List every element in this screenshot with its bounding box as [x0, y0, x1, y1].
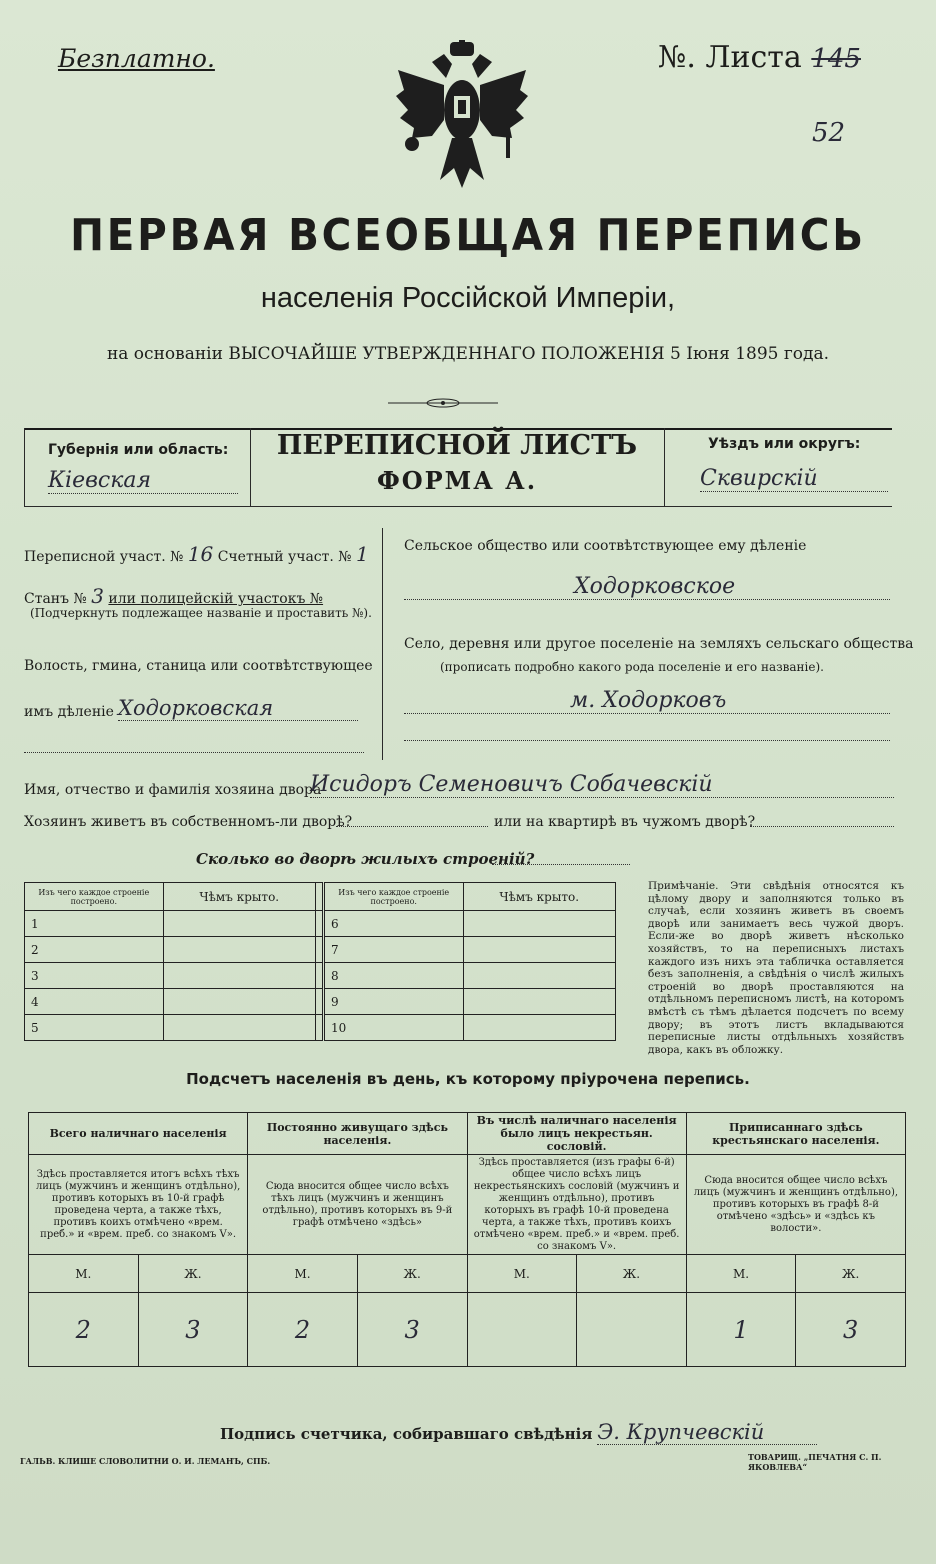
village-note: (прописать подробно какого рода поселеніе и его названіе). [440, 660, 824, 674]
underline-note: (Подчеркнуть подлежащее названіе и проставить №). [30, 606, 372, 620]
schet-value: 1 [356, 542, 369, 566]
footer-right: ТОВАРИЩ. „ПЕЧАТНЯ С. П. ЯКОВЛЕВА“ [748, 1452, 882, 1472]
table-row: 2 7 [25, 937, 616, 963]
volost-value: Ходорковская [118, 696, 358, 721]
buildings-col-material: Изъ чего каждое строеніе построено. [25, 883, 164, 911]
count-header-nonpeasant: Въ числѣ наличнаго населенія было лицъ некрестьян. сословій. [467, 1113, 686, 1155]
buildings-col-material-2: Изъ чего каждое строеніе построено. [323, 883, 463, 911]
count-desc-resident: Сюда вносится общее число всѣхъ тѣхъ лицъ (мужчинъ и женщинъ отдѣльно), противъ которыхъ въ 9-й графѣ отмѣчено «здѣсь» [248, 1155, 467, 1255]
village-extra-line [404, 740, 890, 742]
band-left-rule [24, 428, 25, 506]
owner-lives-alt: или на квартирѣ въ чужомъ дворѣ? [494, 814, 756, 830]
location-divider [382, 528, 383, 760]
stan-value: 3 [91, 584, 104, 608]
free-label: Безплатно. [58, 44, 215, 73]
volost-label-2: имъ дѣленіе [24, 704, 114, 720]
col-zh: Ж. [577, 1255, 687, 1293]
archive-mark: 52 [812, 118, 846, 148]
population-count-table [28, 1112, 906, 1367]
form-subtitle: ФОРМА А. [376, 466, 538, 495]
count-desc-peasant: Сюда вносится общее число всѣхъ лицъ (мужчинъ и женщинъ отдѣльно), противъ которыхъ въ графѣ 8-й отмѣчено «здѣсь» и «здѣсь къ волости». [686, 1155, 905, 1255]
village-value: м. Ходорковъ [404, 688, 890, 714]
society-value: Ходорковское [404, 574, 890, 600]
resident-zh-value: 3 [357, 1293, 467, 1367]
count-header-resident: Постоянно живущаго здѣсь населенія. [248, 1113, 467, 1155]
col-m: М. [686, 1255, 796, 1293]
buildings-question-field [492, 864, 630, 865]
peasant-zh-value: 3 [796, 1293, 906, 1367]
uezd-value: Сквирскій [700, 466, 888, 492]
resident-m-value: 2 [248, 1293, 358, 1367]
owner-label: Имя, отчество и фамилія хозяина двора [24, 782, 322, 798]
signature-label: Подпись счетчика, собиравшаго свѣдѣнія [220, 1425, 593, 1443]
uchastok-value: 16 [187, 542, 214, 566]
table-row: 5 10 [25, 1015, 616, 1041]
table-row: 4 9 [25, 989, 616, 1015]
nonpeasant-zh-value [577, 1293, 687, 1367]
police-label: или полицейскій участокъ № [108, 591, 324, 607]
village-label: Село, деревня или другое поселеніе на земляхъ сельскаго общества [404, 636, 914, 652]
total-zh-value: 3 [138, 1293, 248, 1367]
peasant-m-value: 1 [686, 1293, 796, 1367]
footer-left: ГАЛЬВ. КЛИШЕ СЛОВОЛИТНИ О. И. ЛЕМАНЪ, СПБ. [20, 1456, 271, 1466]
double-headed-eagle-icon [392, 40, 532, 190]
table-row: 3 8 [25, 963, 616, 989]
sheet-number-label: №. Листа [658, 40, 802, 75]
volost-extra-line [24, 752, 364, 754]
uchastok-label: Переписной участ. № [24, 549, 184, 565]
page-subtitle: населенія Россійской Имперіи, [260, 282, 676, 314]
count-title: Подсчетъ населенія въ день, къ которому пріурочена перепись. [186, 1070, 750, 1088]
col-zh: Ж. [138, 1255, 248, 1293]
sheet-number [658, 40, 861, 75]
table-row [29, 1293, 906, 1367]
total-m-value: 2 [29, 1293, 139, 1367]
col-zh: Ж. [796, 1255, 906, 1293]
band-divider-right [664, 428, 665, 506]
gubernia-label: Губернія или область: [48, 442, 229, 458]
table-row: 1 6 [25, 911, 616, 937]
col-m: М. [29, 1255, 139, 1293]
schet-label: Счетный участ. № [217, 549, 352, 565]
gubernia-value: Кіевская [48, 468, 238, 494]
page-title: ПЕРВАЯ ВСЕОБЩАЯ ПЕРЕПИСЬ [70, 210, 866, 261]
count-header-total: Всего наличнаго населенія [29, 1113, 248, 1155]
uezd-label: Уѣздъ или округъ: [708, 436, 861, 452]
col-m: М. [248, 1255, 358, 1293]
col-zh: Ж. [357, 1255, 467, 1293]
owner-lives-field [336, 826, 488, 827]
band-bottom-rule [24, 506, 892, 507]
sheet-number-value: 145 [811, 44, 861, 74]
buildings-question: Сколько во дворѣ жилыхъ строеній? [196, 850, 535, 868]
buildings-note: Примѣчаніе. Эти свѣдѣнія относятся къ цѣлому двору и заполняются только въ случаѣ, если хозяинъ живетъ въ своемъ дворѣ или занимаетъ весь чужой дворъ. Если-же во дворѣ живетъ нѣсколько хозяйствъ, то на переписныхъ листахъ каждого изъ нихъ эта табличка оставляется безъ заполненія, а свѣдѣнія о числѣ жилыхъ строеній во дворѣ проставляются на отдѣльномъ переписномъ листѣ, на которомъ вмѣстѣ съ тѣмъ дѣлается подсчетъ по всему двору; въ этотъ листъ вкладываются переписные листы отдѣльныхъ хозяйствъ двора, какъ въ обложку. [648, 880, 904, 1056]
signature-value: Э. Крупчевскій [597, 1420, 817, 1445]
count-desc-nonpeasant: Здѣсь проставляется (изъ графы 6-й) общее число всѣхъ лицъ некрестьянскихъ сословій (мужчинъ и женщинъ отдѣльно), противъ которыхъ въ графѣ 10-й проведена черта, а также тѣхъ, противъ коихъ отмѣчено «врем. преб.» и «врем. преб. со знакомъ V». [467, 1155, 686, 1255]
count-desc-total: Здѣсь проставляется итогъ всѣхъ тѣхъ лицъ (мужчинъ и женщинъ отдѣльно), противъ которыхъ въ 10-й графѣ проведена черта, а также тѣхъ, противъ коихъ отмѣчено «врем. преб.» и «врем. преб. со знакомъ V». [29, 1155, 248, 1255]
stan-row [24, 584, 323, 608]
nonpeasant-m-value [467, 1293, 577, 1367]
stan-label: Станъ № [24, 591, 87, 607]
volost-label: Волость, гмина, станица или соотвѣтствующее [24, 658, 373, 674]
uchastok-row [24, 542, 369, 566]
signature-row [220, 1420, 817, 1445]
count-header-peasant: Приписаннаго здѣсь крестьянскаго населенія. [686, 1113, 905, 1155]
buildings-col-roof-2: Чѣмъ крыто. [463, 883, 616, 911]
buildings-col-roof: Чѣмъ крыто. [163, 883, 315, 911]
buildings-table [24, 882, 616, 1041]
form-title: ПЕРЕПИСНОЙ ЛИСТЪ [276, 430, 638, 461]
society-label: Сельское общество или соотвѣтствующее ему дѣленіе [404, 538, 807, 554]
ornament-divider-icon [388, 396, 498, 410]
col-m: М. [467, 1255, 577, 1293]
owner-lives-alt-field [750, 826, 894, 827]
owner-value: Исидоръ Семеновичъ Собачевскій [310, 772, 894, 798]
owner-lives-label: Хозяинъ живетъ въ собственномъ-ли дворѣ? [24, 814, 353, 830]
legal-basis: на основаніи ВЫСОЧАЙШЕ УТВЕРЖДЕННАГО ПОЛОЖЕНІЯ 5 Іюня 1895 года. [106, 344, 830, 364]
